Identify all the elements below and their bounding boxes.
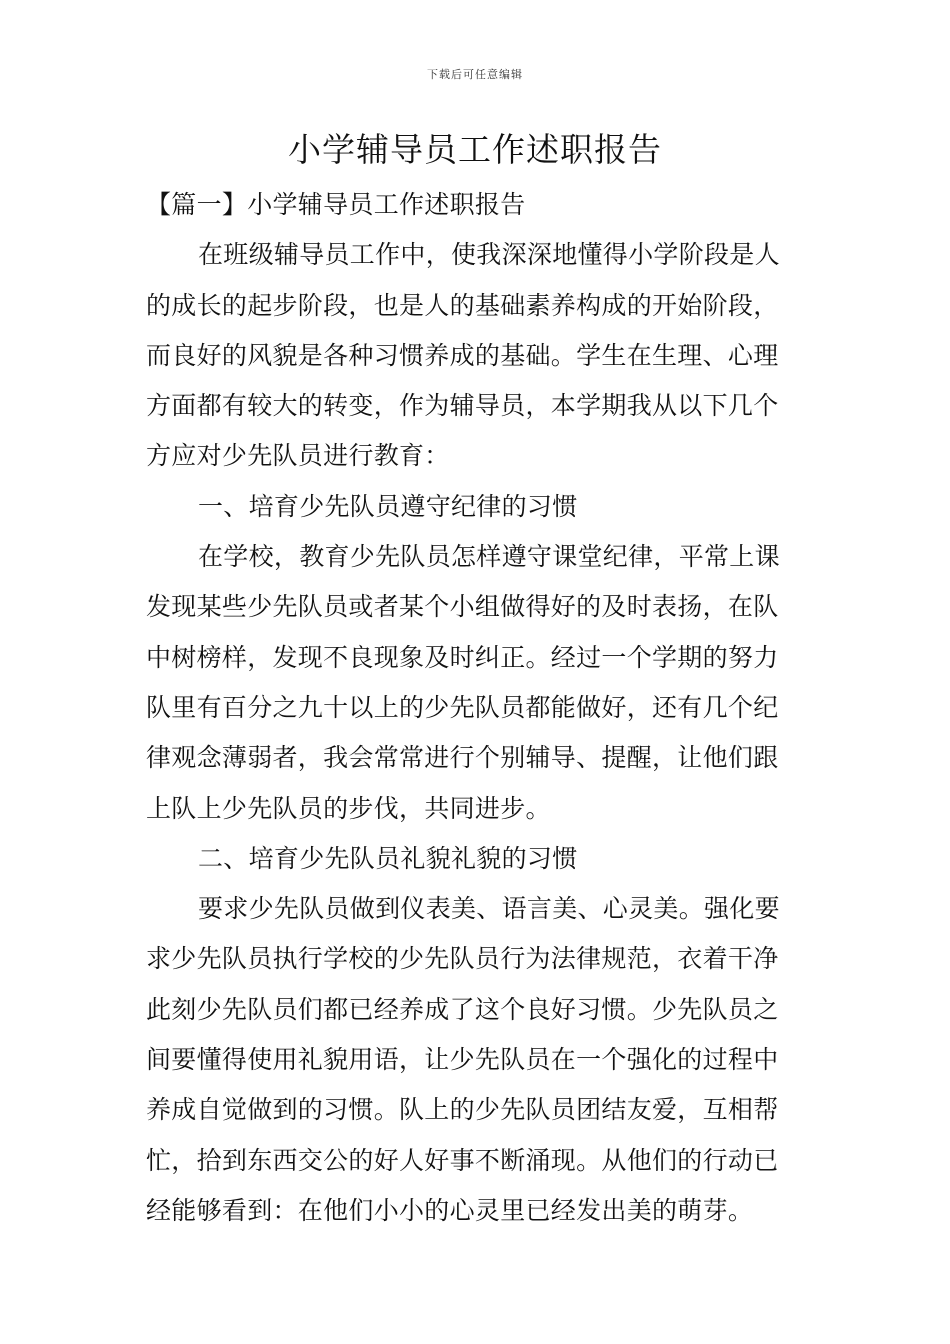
paragraph-line: 的成长的起步阶段，也是人的基础素养构成的开始阶段，: [146, 290, 779, 320]
paragraph-line: 要求少先队员做到仪表美、语言美、心灵美。强化要: [198, 894, 780, 924]
subheading: 二、培育少先队员礼貌礼貌的习惯: [198, 843, 578, 873]
subheading: 一、培育少先队员遵守纪律的习惯: [198, 491, 578, 521]
document-body: [146, 180, 810, 1236]
paragraph-line: 发现某些少先队员或者某个小组做得好的及时表扬，在队: [146, 592, 779, 622]
paragraph-line: 方面都有较大的转变，作为辅导员，本学期我从以下几个: [146, 391, 779, 421]
paragraph-line: 队里有百分之九十以上的少先队员都能做好，还有几个纪: [146, 692, 779, 722]
paragraph-line: 忙，拾到东西交公的好人好事不断涌现。从他们的行动已: [146, 1145, 779, 1175]
paragraph-line: 上队上少先队员的步伐，共同进步。: [146, 793, 551, 823]
paragraph-line: 在学校，教育少先队员怎样遵守课堂纪律，平常上课: [198, 542, 780, 572]
paragraph-line: 间要懂得使用礼貌用语，让少先队员在一个强化的过程中: [146, 1045, 779, 1075]
document-title: 小学辅导员工作述职报告: [288, 130, 662, 169]
paragraph-line: 养成自觉做到的习惯。队上的少先队员团结友爱，互相帮: [146, 1095, 779, 1125]
paragraph-line: 方应对少先队员进行教育：: [146, 441, 450, 471]
paragraph-line: 而良好的风貌是各种习惯养成的基础。学生在生理、心理: [146, 340, 779, 370]
section-heading: 【篇一】小学辅导员工作述职报告: [146, 190, 526, 219]
header-note: 下载后可任意编辑: [427, 68, 523, 81]
paragraph-line: 中树榜样，发现不良现象及时纠正。经过一个学期的努力: [146, 642, 779, 672]
paragraph-line: 律观念薄弱者，我会常常进行个别辅导、提醒，让他们跟: [146, 743, 779, 773]
paragraph-line: 此刻少先队员们都已经养成了这个良好习惯。少先队员之: [146, 994, 779, 1024]
paragraph-line: 经能够看到：在他们小小的心灵里已经发出美的萌芽。: [146, 1195, 754, 1225]
paragraph-line: 求少先队员执行学校的少先队员行为法律规范，衣着干净: [146, 944, 779, 974]
paragraph-line: 在班级辅导员工作中，使我深深地懂得小学阶段是人: [198, 240, 780, 270]
